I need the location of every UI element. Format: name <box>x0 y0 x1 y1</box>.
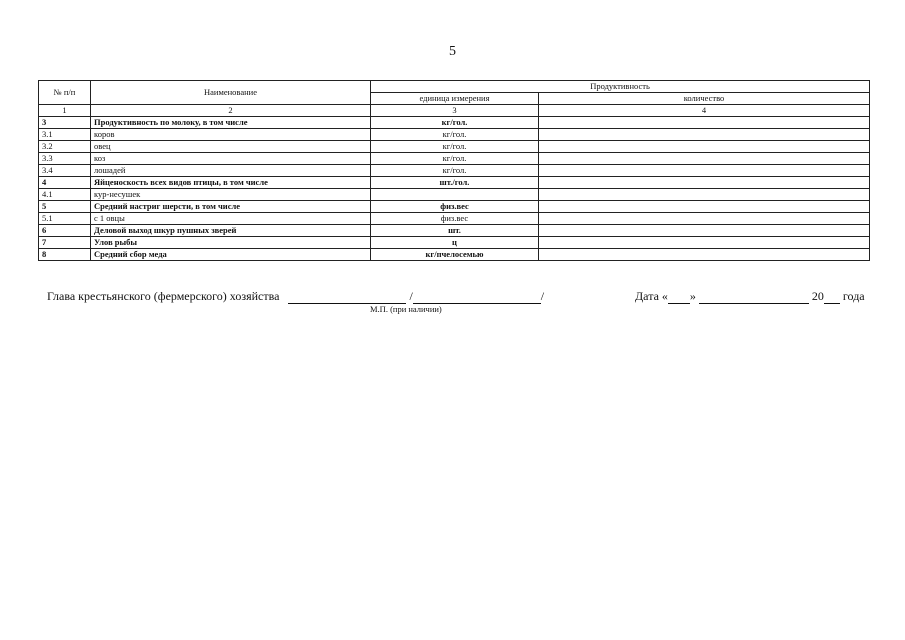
name-blank[interactable] <box>413 291 541 304</box>
row-unit: физ.вес <box>371 201 539 213</box>
row-name: с 1 овцы <box>91 213 371 225</box>
row-unit: кг/пчелосемью <box>371 249 539 261</box>
table-row <box>39 201 870 213</box>
signature-slash-1: / <box>409 289 413 303</box>
row-quantity[interactable] <box>539 117 870 129</box>
row-unit: кг/гол. <box>371 153 539 165</box>
row-name: коз <box>91 153 371 165</box>
row-num: 3 <box>39 117 91 129</box>
row-name: овец <box>91 141 371 153</box>
row-num: 4 <box>39 177 91 189</box>
row-name: Яйценоскость всех видов птицы, в том числе <box>91 177 371 189</box>
row-name: кур-несушек <box>91 189 371 201</box>
date-middle: » <box>689 289 696 303</box>
row-num: 3.3 <box>39 153 91 165</box>
row-num: 5.1 <box>39 213 91 225</box>
row-unit: кг/гол. <box>371 165 539 177</box>
row-name: лошадей <box>91 165 371 177</box>
date-line <box>635 289 865 304</box>
row-name: Улов рыбы <box>91 237 371 249</box>
row-quantity[interactable] <box>539 213 870 225</box>
table-row <box>39 177 870 189</box>
row-unit: физ.вес <box>371 213 539 225</box>
signature-blank[interactable] <box>288 291 406 304</box>
row-quantity[interactable] <box>539 141 870 153</box>
stamp-note: М.П. (при наличии) <box>370 304 442 314</box>
table-row <box>39 165 870 177</box>
row-num: 4.1 <box>39 189 91 201</box>
table-row <box>39 117 870 129</box>
productivity-table <box>38 80 870 261</box>
row-num: 7 <box>39 237 91 249</box>
row-unit: шт. <box>371 225 539 237</box>
header-unit: единица измерения <box>371 93 539 105</box>
table-body <box>39 117 870 261</box>
signature-slash-2: / <box>540 289 545 303</box>
row-num: 5 <box>39 201 91 213</box>
row-unit: кг/гол. <box>371 117 539 129</box>
year-blank[interactable] <box>824 291 840 304</box>
row-quantity[interactable] <box>539 249 870 261</box>
row-num: 3.4 <box>39 165 91 177</box>
header-name: Наименование <box>91 81 371 105</box>
row-quantity[interactable] <box>539 153 870 165</box>
row-name: Средний сбор меда <box>91 249 371 261</box>
index-cell-3: 3 <box>371 105 539 117</box>
table-row <box>39 213 870 225</box>
row-name: Средний настриг шерсти, в том числе <box>91 201 371 213</box>
index-cell-1: 1 <box>39 105 91 117</box>
table-row <box>39 249 870 261</box>
signature-line <box>47 289 544 304</box>
signature-label: Глава крестьянского (фермерского) хозяйства <box>47 289 280 303</box>
row-num: 3.1 <box>39 129 91 141</box>
row-quantity[interactable] <box>539 129 870 141</box>
row-quantity[interactable] <box>539 201 870 213</box>
row-name: Деловой выход шкур пушных зверей <box>91 225 371 237</box>
table-row <box>39 237 870 249</box>
row-quantity[interactable] <box>539 177 870 189</box>
header-quantity: количество <box>539 93 870 105</box>
row-quantity[interactable] <box>539 189 870 201</box>
row-num: 3.2 <box>39 141 91 153</box>
row-unit <box>371 189 539 201</box>
header-num: № п/п <box>39 81 91 105</box>
row-unit: кг/гол. <box>371 129 539 141</box>
table-row <box>39 225 870 237</box>
row-quantity[interactable] <box>539 237 870 249</box>
row-quantity[interactable] <box>539 225 870 237</box>
table-row <box>39 129 870 141</box>
row-quantity[interactable] <box>539 165 870 177</box>
table-row <box>39 189 870 201</box>
row-name: Продуктивность по молоку, в том числе <box>91 117 371 129</box>
row-unit: кг/гол. <box>371 141 539 153</box>
page-number: 5 <box>449 44 456 59</box>
row-unit: ц <box>371 237 539 249</box>
header-productivity: Продуктивность <box>371 81 870 93</box>
row-name: коров <box>91 129 371 141</box>
table-row <box>39 141 870 153</box>
date-suffix: года <box>842 289 865 303</box>
table-row <box>39 153 870 165</box>
index-cell-2: 2 <box>91 105 371 117</box>
year-prefix: 20 <box>811 289 824 303</box>
row-unit: шт./гол. <box>371 177 539 189</box>
index-cell-4: 4 <box>539 105 870 117</box>
month-blank[interactable] <box>699 291 809 304</box>
row-num: 8 <box>39 249 91 261</box>
date-prefix: Дата « <box>635 289 668 303</box>
day-blank[interactable] <box>668 291 690 304</box>
row-num: 6 <box>39 225 91 237</box>
